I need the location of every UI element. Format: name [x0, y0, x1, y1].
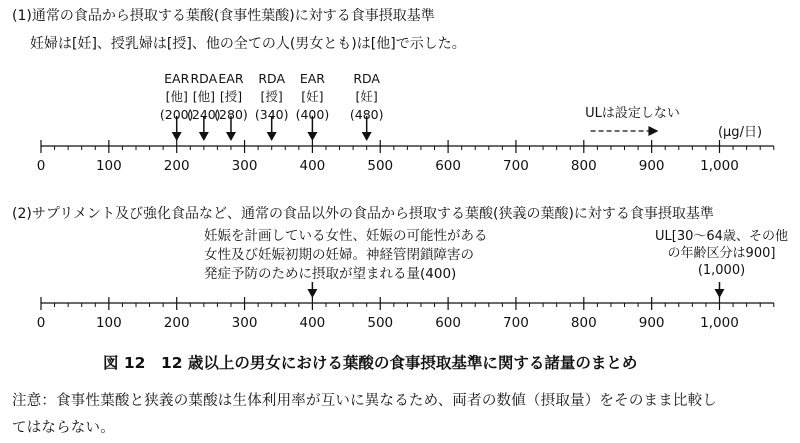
marker-label: (280) — [214, 107, 248, 122]
marker-label: 妊娠を計画している女性、妊娠の可能性がある — [204, 228, 488, 244]
footnote-line2: てはならない。 — [12, 420, 115, 436]
tick-label: 900 — [638, 315, 665, 331]
tick-label: 500 — [367, 158, 394, 174]
marker-label: (340) — [254, 107, 289, 122]
section2-heading: (2)サプリメント及び強化食品など、通常の食品以外の食品から摂取する葉酸(狭義の葉酸)に対する食事摂取基準 — [12, 206, 714, 222]
tick-label: 800 — [570, 158, 597, 174]
marker-label: [授] — [219, 89, 243, 104]
tick-label: 1,000 — [700, 315, 739, 331]
marker-label: EAR — [164, 71, 190, 86]
marker-label: 発症予防のために摂取が望まれる量(400) — [204, 266, 457, 282]
tick-label: 300 — [231, 158, 258, 174]
tick-label: 500 — [367, 315, 394, 331]
figure-title: 図 12 12 歳以上の男女における葉酸の食事摂取基準に関する諸量のまとめ — [103, 354, 638, 372]
ul-not-set-label: ULは設定しない — [585, 106, 680, 121]
tick-label: 0 — [36, 315, 46, 331]
marker-arrow-head — [307, 289, 317, 298]
marker-label: RDA — [353, 71, 381, 86]
marker-label: [授] — [260, 89, 283, 104]
tick-label: 700 — [503, 158, 529, 174]
section1-legend-note: 妊婦は[妊]、授乳婦は[授]、他の全ての人(男女とも)は[他]で示した。 — [30, 36, 466, 52]
marker-label: (1,000) — [697, 263, 746, 278]
marker-label: (240) — [187, 107, 221, 122]
tick-label: 300 — [231, 315, 258, 331]
marker-label: [他] — [192, 89, 215, 104]
section1-heading: (1)通常の食品から摂取する葉酸(食事性葉酸)に対する食事摂取基準 — [12, 8, 435, 24]
unit-label: (μg/日) — [717, 125, 763, 140]
marker-arrow-head — [715, 289, 725, 298]
tick-label: 600 — [435, 158, 461, 174]
marker-label: (480) — [349, 107, 384, 122]
tick-label: 700 — [503, 315, 529, 331]
tick-label: 800 — [570, 315, 597, 331]
marker-label: EAR — [299, 71, 325, 86]
footnote-line1: 注意：食事性葉酸と狭義の葉酸は生体利用率が互いに異なるため、両者の数値（摂取量）をそのまま比較し — [12, 393, 718, 409]
marker-label: RDA — [190, 71, 218, 86]
marker-label: RDA — [258, 71, 286, 86]
tick-label: 100 — [95, 315, 122, 331]
tick-label: 400 — [299, 158, 326, 174]
tick-label: 200 — [163, 158, 190, 174]
marker-label: [妊] — [301, 89, 324, 104]
tick-label: 600 — [435, 315, 461, 331]
marker-label: [他] — [165, 89, 188, 104]
marker-label: の年齢区分は900] — [667, 246, 776, 261]
tick-label: 1,000 — [700, 158, 739, 174]
marker-label: EAR — [218, 71, 244, 86]
marker-label: 女性及び妊娠初期の妊婦。神経管閉鎖障害の — [204, 247, 474, 263]
marker-label: [妊] — [355, 89, 378, 104]
tick-label: 900 — [638, 158, 665, 174]
tick-label: 400 — [299, 315, 326, 331]
tick-label: 100 — [95, 158, 122, 174]
marker-label: (400) — [295, 107, 330, 122]
marker-label: (200) — [159, 107, 194, 122]
tick-label: 0 — [36, 158, 46, 174]
marker-label: UL[30〜64歳、その他 — [655, 229, 788, 244]
tick-label: 200 — [163, 315, 190, 331]
